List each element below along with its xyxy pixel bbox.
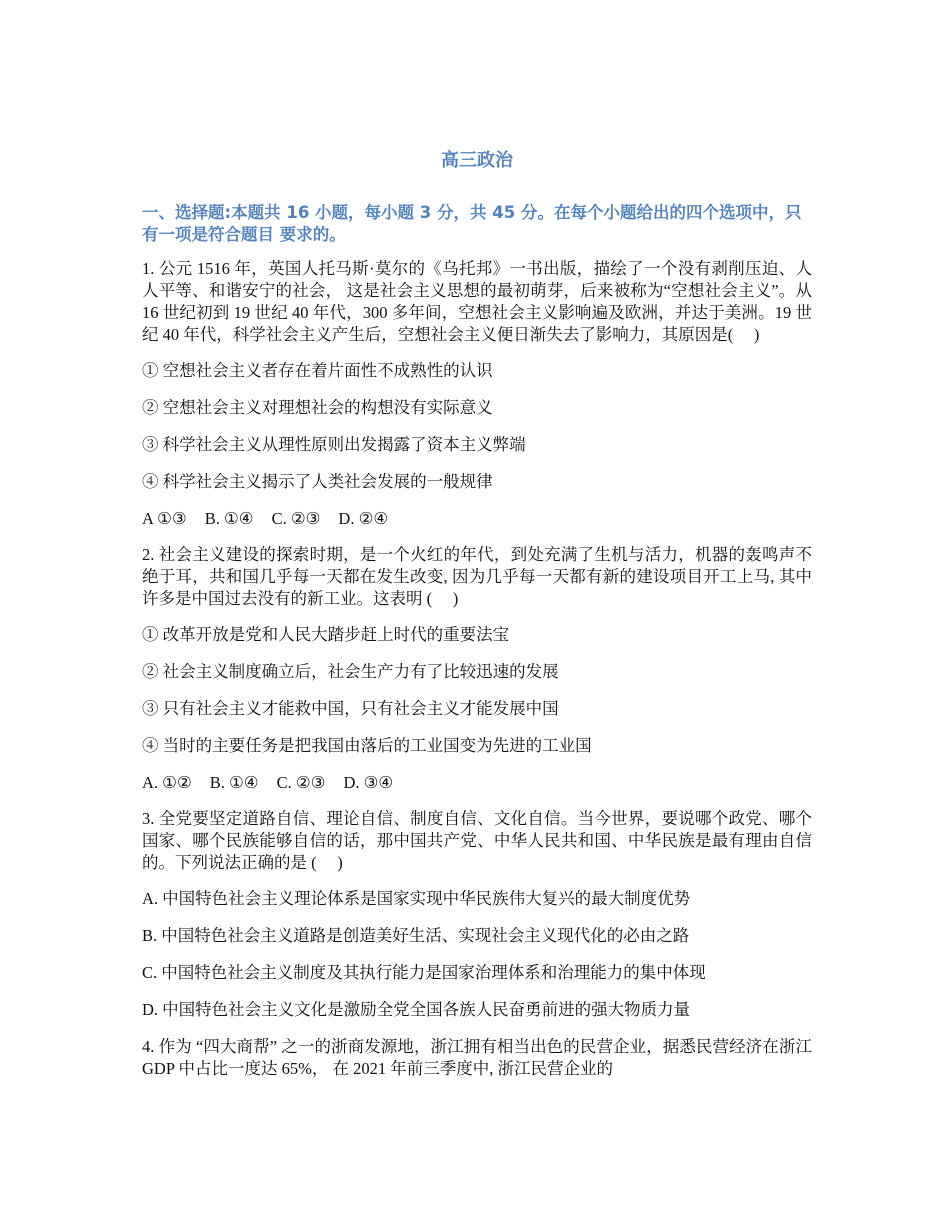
question-3 xyxy=(142,808,812,1021)
answer-choices xyxy=(142,508,812,530)
question-1 xyxy=(142,258,812,530)
option-item: A. 中国特色社会主义理论体系是国家实现中华民族伟大复兴的最大制度优势 xyxy=(142,889,691,908)
option-item: ② 空想社会主义对理想社会的构想没有实际意义 xyxy=(142,398,493,417)
option-item: D. 中国特色社会主义文化是激励全党全国各族人民奋勇前进的强大物质力量 xyxy=(142,1000,691,1019)
question-4 xyxy=(142,1036,812,1080)
answer-choice: C. ②③ xyxy=(276,773,326,792)
answer-choice: B. ①④ xyxy=(209,773,259,792)
question-2 xyxy=(142,544,812,794)
option-item: ① 改革开放是党和人民大踏步赶上时代的重要法宝 xyxy=(142,625,510,644)
option-item: ② 社会主义制度确立后，社会生产力有了比较迅速的发展 xyxy=(142,662,559,681)
answer-choice: D. ③④ xyxy=(343,773,394,792)
question-stem: 2. 社会主义建设的探索时期，是一个火红的年代，到处充满了生机与活力，机器的轰鸣声不绝于耳，共和国几乎每一天都在发生改变, 因为几乎每一天都有新的建设项目开工上马, 其中许多是中国过去没有的新工业。这表明 ( ) xyxy=(142,545,812,608)
answer-choice: A. ①② xyxy=(142,773,192,792)
answer-choice: C. ②③ xyxy=(271,509,321,528)
document-page xyxy=(142,148,812,1094)
question-stem: 4. 作为 “四大商帮” 之一的浙商发源地，浙江拥有相当出色的民营企业，据悉民营经济在浙江 GDP 中占比一度达 65%， 在 2021 年前三季度中, 浙江民营企业的 xyxy=(142,1037,812,1078)
answer-choice: B. ①④ xyxy=(204,509,254,528)
question-stem: 3. 全党要坚定道路自信、理论自信、制度自信、文化自信。当今世界，要说哪个政党、哪个国家、哪个民族能够自信的话，那中国共产党、中华人民共和国、中华民族是最有理由自信的。下列说法正确的是 ( ) xyxy=(142,809,812,872)
option-item: C. 中国特色社会主义制度及其执行能力是国家治理体系和治理能力的集中体现 xyxy=(142,963,706,982)
section-heading: 一、选择题:本题共 16 小题，每小题 3 分，共 45 分。在每个小题给出的四个选项中，只有一项是符合题目 要求的。 xyxy=(142,203,802,244)
option-item: ① 空想社会主义者存在着片面性不成熟性的认识 xyxy=(142,361,493,380)
answer-choice: A ①③ xyxy=(142,509,187,528)
answer-choices xyxy=(142,772,812,794)
answer-choice: D. ②④ xyxy=(338,509,389,528)
question-stem: 1. 公元 1516 年，英国人托马斯·莫尔的《乌托邦》一书出版，描绘了一个没有剥削压迫、人人平等、和谐安宁的社会， 这是社会主义思想的最初萌芽，后来被称为“空想社会主义”。从 16 世纪初到 19 世纪 40 年代，300 多年间，空想社会主义影响遍及欧洲，并达于美洲。19 世纪 40 年代，科学社会主义产生后，空想社会主义便日渐失去了影响力，其原因是( ) xyxy=(142,259,812,344)
option-item: ③ 科学社会主义从理性原则出发揭露了资本主义弊端 xyxy=(142,435,526,454)
option-item: ④ 科学社会主义揭示了人类社会发展的一般规律 xyxy=(142,472,493,491)
option-item: ③ 只有社会主义才能救中国，只有社会主义才能发展中国 xyxy=(142,699,559,718)
page-title: 高三政治 xyxy=(441,150,513,171)
option-item: ④ 当时的主要任务是把我国由落后的工业国变为先进的工业国 xyxy=(142,736,592,755)
option-item: B. 中国特色社会主义道路是创造美好生活、实现社会主义现代化的必由之路 xyxy=(142,926,690,945)
